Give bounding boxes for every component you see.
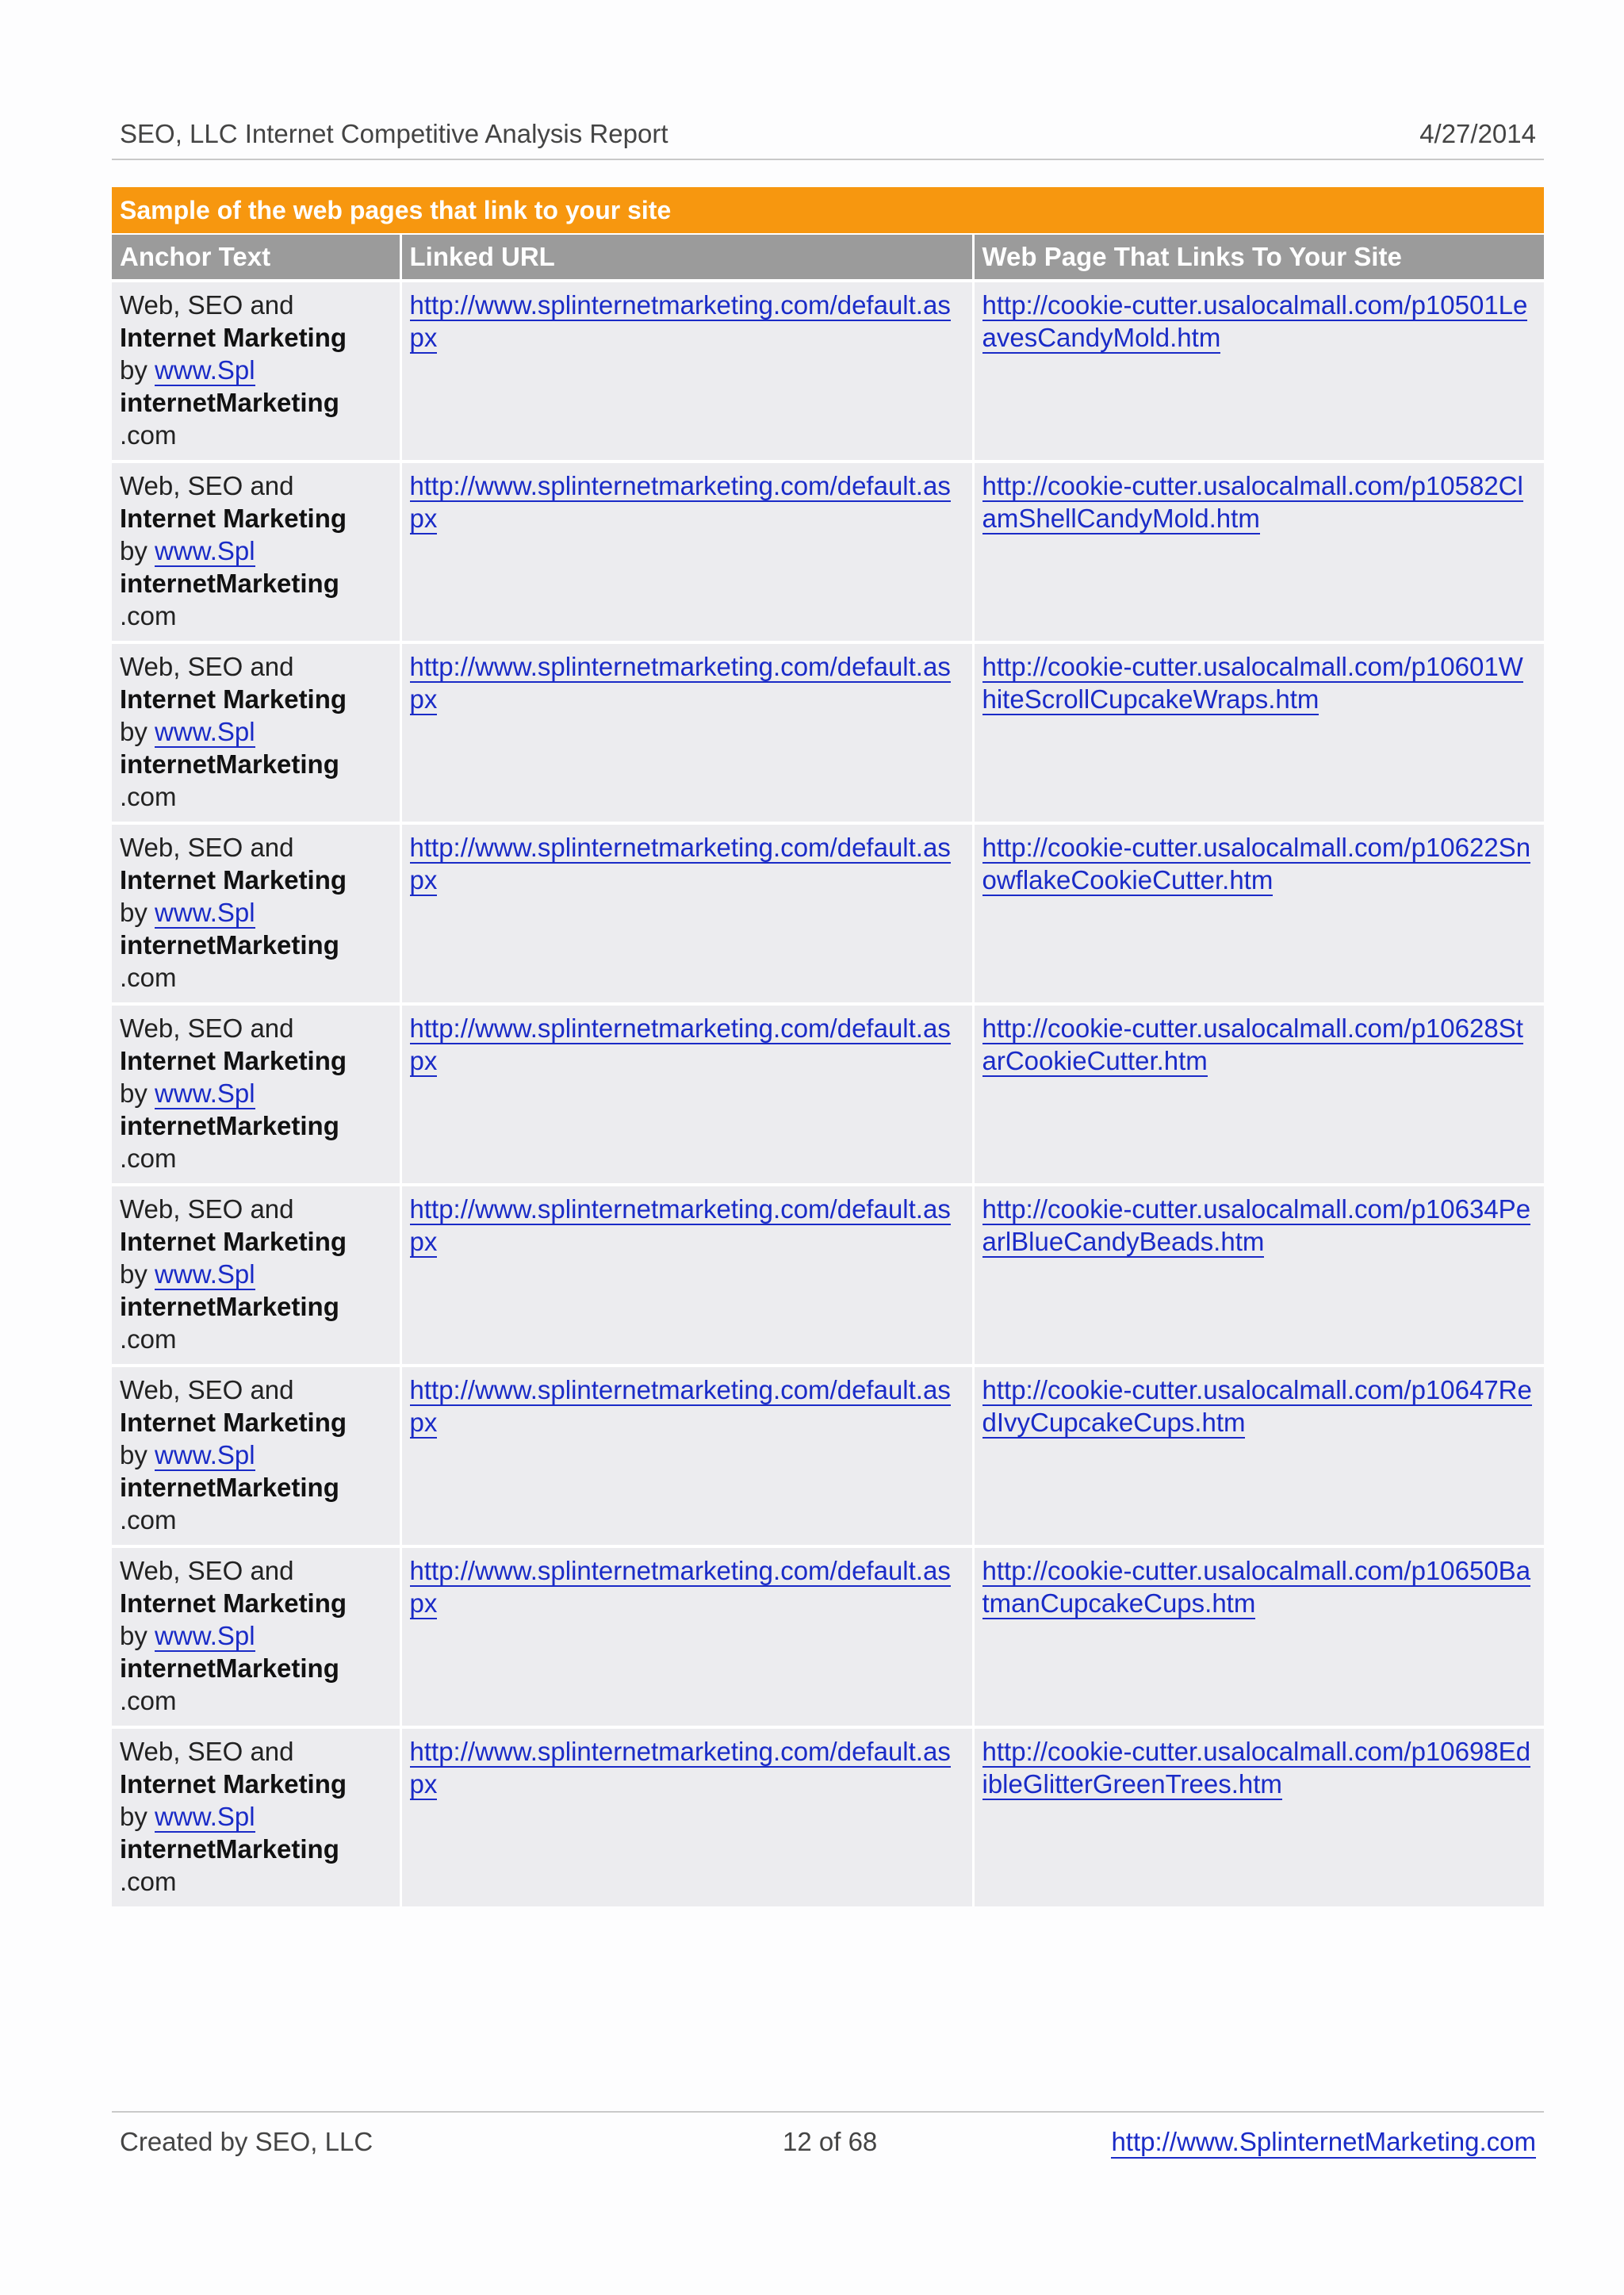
table-row [112, 1727, 1544, 1906]
anchor-text-cell [112, 462, 400, 642]
anchor-text-cell [112, 823, 400, 1004]
table-row [112, 1366, 1544, 1546]
anchor-text-cell [112, 1546, 400, 1727]
anchor-text-by-line [120, 715, 392, 748]
report-date: 4/27/2014 [1419, 119, 1536, 148]
page-footer [112, 2111, 1544, 2176]
table-row [112, 1185, 1544, 1366]
anchor-text-line: .com [120, 420, 177, 450]
table-caption-row [112, 187, 1544, 234]
anchor-text-link[interactable]: www.Spl [155, 1259, 255, 1289]
anchor-text-link[interactable]: www.Spl [155, 1079, 255, 1108]
linked-url-link[interactable]: http://www.splinternetmarketing.com/default.aspx [409, 652, 951, 714]
anchor-text-line: Web, SEO and [120, 1194, 294, 1224]
linking-page-cell [973, 1004, 1544, 1185]
anchor-text-by-line [120, 896, 392, 929]
anchor-text-by: by [120, 1802, 147, 1831]
anchor-text-bold: Internet Marketing [120, 1408, 347, 1437]
anchor-text-by-line [120, 1077, 392, 1109]
anchor-text-by: by [120, 1621, 147, 1650]
footer-site-link[interactable]: http://www.SplinternetMarketing.com [1111, 2127, 1536, 2159]
linking-page-link[interactable]: http://cookie-cutter.usalocalmall.com/p10647RedIvyCupcakeCups.htm [982, 1375, 1532, 1437]
anchor-text-bold: internetMarketing [120, 1111, 339, 1140]
linking-page-cell [973, 823, 1544, 1004]
linking-page-link[interactable]: http://cookie-cutter.usalocalmall.com/p10628StarCookieCutter.htm [982, 1013, 1523, 1075]
anchor-text-line: Web, SEO and [120, 833, 294, 862]
anchor-text-cell [112, 281, 400, 462]
anchor-text-line: Web, SEO and [120, 471, 294, 500]
linking-page-link[interactable]: http://cookie-cutter.usalocalmall.com/p10622SnowflakeCookieCutter.htm [982, 833, 1531, 895]
anchor-text-line: .com [120, 782, 177, 811]
anchor-text-by-line [120, 1619, 392, 1652]
linking-page-link[interactable]: http://cookie-cutter.usalocalmall.com/p10601WhiteScrollCupcakeWraps.htm [982, 652, 1523, 714]
anchor-text-cell [112, 1185, 400, 1366]
linked-url-link[interactable]: http://www.splinternetmarketing.com/default.aspx [409, 1194, 951, 1256]
anchor-text-bold: internetMarketing [120, 1653, 339, 1683]
footer-page-number: 12 of 68 [783, 2127, 878, 2156]
table-header-row [112, 234, 1544, 281]
anchor-text-by: by [120, 717, 147, 746]
backlinks-table [112, 187, 1544, 1906]
anchor-text-bold: Internet Marketing [120, 504, 347, 533]
linking-page-cell [973, 281, 1544, 462]
anchor-text-line: Web, SEO and [120, 1556, 294, 1585]
linking-page-cell [973, 1366, 1544, 1546]
linking-page-link[interactable]: http://cookie-cutter.usalocalmall.com/p10582ClamShellCandyMold.htm [982, 471, 1523, 533]
linked-url-cell [400, 462, 973, 642]
anchor-text-by-line [120, 1439, 392, 1471]
linking-page-link[interactable]: http://cookie-cutter.usalocalmall.com/p10501LeavesCandyMold.htm [982, 290, 1528, 352]
linking-page-cell [973, 1185, 1544, 1366]
anchor-text-line: .com [120, 1867, 177, 1896]
linking-page-link[interactable]: http://cookie-cutter.usalocalmall.com/p10634PearlBlueCandyBeads.htm [982, 1194, 1531, 1256]
anchor-text-cell [112, 1727, 400, 1906]
table-row [112, 1546, 1544, 1727]
linking-page-cell [973, 642, 1544, 823]
anchor-text-line: Web, SEO and [120, 290, 294, 320]
anchor-text-link[interactable]: www.Spl [155, 536, 255, 565]
linked-url-link[interactable]: http://www.splinternetmarketing.com/default.aspx [409, 290, 951, 352]
anchor-text-line: Web, SEO and [120, 1013, 294, 1043]
table-caption: Sample of the web pages that link to your site [112, 187, 1544, 234]
table-row [112, 823, 1544, 1004]
anchor-text-line: .com [120, 601, 177, 630]
linking-page-cell [973, 1727, 1544, 1906]
anchor-text-cell [112, 1366, 400, 1546]
anchor-text-line: Web, SEO and [120, 1737, 294, 1766]
anchor-text-bold: Internet Marketing [120, 1046, 347, 1075]
linked-url-cell [400, 823, 973, 1004]
table-row [112, 642, 1544, 823]
anchor-text-by: by [120, 355, 147, 385]
anchor-text-bold: Internet Marketing [120, 323, 347, 352]
anchor-text-by: by [120, 1259, 147, 1289]
anchor-text-bold: Internet Marketing [120, 865, 347, 895]
anchor-text-by-line [120, 1258, 392, 1290]
linking-page-link[interactable]: http://cookie-cutter.usalocalmall.com/p10650BatmanCupcakeCups.htm [982, 1556, 1531, 1618]
anchor-text-line: Web, SEO and [120, 1375, 294, 1404]
column-header-linking-page: Web Page That Links To Your Site [973, 234, 1544, 281]
anchor-text-by: by [120, 898, 147, 927]
linked-url-link[interactable]: http://www.splinternetmarketing.com/default.aspx [409, 1737, 951, 1799]
linked-url-cell [400, 1727, 973, 1906]
anchor-text-by-line [120, 1800, 392, 1833]
anchor-text-line: .com [120, 1144, 177, 1173]
table-row [112, 462, 1544, 642]
table-row [112, 281, 1544, 462]
linked-url-link[interactable]: http://www.splinternetmarketing.com/default.aspx [409, 1375, 951, 1437]
anchor-text-bold: internetMarketing [120, 1834, 339, 1864]
linked-url-cell [400, 1366, 973, 1546]
anchor-text-link[interactable]: www.Spl [155, 717, 255, 746]
anchor-text-link[interactable]: www.Spl [155, 898, 255, 927]
table-row [112, 1004, 1544, 1185]
anchor-text-line: .com [120, 963, 177, 992]
linked-url-cell [400, 1185, 973, 1366]
linking-page-cell [973, 1546, 1544, 1727]
linking-page-cell [973, 462, 1544, 642]
linked-url-link[interactable]: http://www.splinternetmarketing.com/default.aspx [409, 833, 951, 895]
linked-url-cell [400, 281, 973, 462]
linked-url-cell [400, 642, 973, 823]
anchor-text-bold: internetMarketing [120, 930, 339, 960]
anchor-text-link[interactable]: www.Spl [155, 1621, 255, 1650]
anchor-text-bold: internetMarketing [120, 749, 339, 779]
linked-url-cell [400, 1004, 973, 1185]
linked-url-link[interactable]: http://www.splinternetmarketing.com/default.aspx [409, 1013, 951, 1075]
column-header-anchor-text: Anchor Text [112, 234, 400, 281]
anchor-text-line: .com [120, 1324, 177, 1354]
page-header [112, 114, 1544, 160]
anchor-text-by-line [120, 354, 392, 386]
anchor-text-by-line [120, 534, 392, 567]
footer-created-by: Created by SEO, LLC [120, 2127, 373, 2156]
anchor-text-cell [112, 642, 400, 823]
anchor-text-bold: Internet Marketing [120, 684, 347, 714]
anchor-text-bold: internetMarketing [120, 1473, 339, 1502]
column-header-linked-url: Linked URL [400, 234, 973, 281]
linking-page-link[interactable]: http://cookie-cutter.usalocalmall.com/p10698EdibleGlitterGreenTrees.htm [982, 1737, 1531, 1799]
anchor-text-cell [112, 1004, 400, 1185]
anchor-text-link[interactable]: www.Spl [155, 1440, 255, 1469]
anchor-text-link[interactable]: www.Spl [155, 1802, 255, 1831]
anchor-text-bold: internetMarketing [120, 569, 339, 598]
anchor-text-bold: internetMarketing [120, 1292, 339, 1321]
anchor-text-by: by [120, 1079, 147, 1108]
report-title: SEO, LLC Internet Competitive Analysis Report [120, 119, 668, 148]
anchor-text-bold: Internet Marketing [120, 1227, 347, 1256]
anchor-text-bold: Internet Marketing [120, 1588, 347, 1618]
anchor-text-line: .com [120, 1505, 177, 1534]
anchor-text-link[interactable]: www.Spl [155, 355, 255, 385]
linked-url-link[interactable]: http://www.splinternetmarketing.com/default.aspx [409, 1556, 951, 1618]
anchor-text-by: by [120, 1440, 147, 1469]
linked-url-link[interactable]: http://www.splinternetmarketing.com/default.aspx [409, 471, 951, 533]
anchor-text-by: by [120, 536, 147, 565]
linked-url-cell [400, 1546, 973, 1727]
anchor-text-bold: internetMarketing [120, 388, 339, 417]
anchor-text-bold: Internet Marketing [120, 1769, 347, 1799]
anchor-text-line: Web, SEO and [120, 652, 294, 681]
anchor-text-line: .com [120, 1686, 177, 1715]
